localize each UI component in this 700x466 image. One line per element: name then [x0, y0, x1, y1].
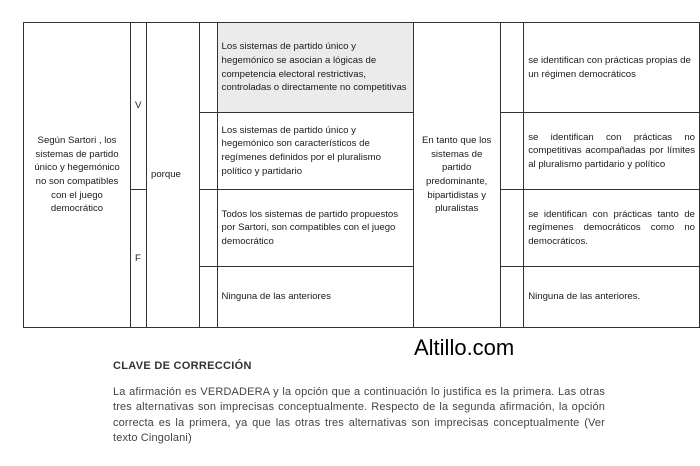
option-2-2 [524, 113, 700, 190]
option-text: Todos los sistemas de partido propuestos por Sartori, son compatibles con el juego democrático [221, 208, 399, 247]
answer-box [500, 190, 524, 267]
answer-box [500, 23, 524, 113]
option-1-2 [217, 113, 413, 190]
option-text: Ninguna de las anteriores. [528, 291, 641, 303]
connector-en-tanto: En tanto que los sistemas de partido predominante, bipartidistas y pluralistas [422, 135, 492, 215]
answer-box [199, 190, 217, 267]
option-text: Los sistemas de partido único y hegemónico se asocian a lógicas de competencia electoral restrictivas, controladas o directamente no competitivas [221, 41, 407, 94]
watermark-altillo: Altillo.com [414, 335, 515, 360]
option-text: se identifican con prácticas no competitivas acompañadas por límites al pluralismo partidario y político [528, 131, 695, 170]
true-label: V [135, 100, 142, 112]
option-2-4 [524, 267, 700, 328]
answer-box [199, 113, 217, 190]
false-label-cell [131, 190, 147, 328]
answer-box [199, 23, 217, 113]
statement-cell [24, 23, 131, 328]
answer-box [500, 267, 524, 328]
option-2-3 [524, 190, 700, 267]
option-text: Los sistemas de partido único y hegemónico son característicos de regímenes definidos por el pluralismo político y partidario [221, 124, 381, 177]
option-text: se identifican con prácticas propias de un régimen democráticos [528, 54, 691, 80]
answer-box [500, 113, 524, 190]
connector-cell-2 [413, 23, 500, 328]
option-text: se identifican con prácticas tanto de regímenes democráticos como no democráticos. [528, 208, 695, 247]
option-1-3 [217, 190, 413, 267]
option-1-1 [217, 23, 413, 113]
exam-question-table [23, 22, 700, 328]
connector-cell-1 [147, 23, 200, 328]
option-1-4 [217, 267, 413, 328]
false-label: F [135, 252, 141, 264]
clave-body: La afirmación es VERDADERA y la opción que a continuación lo justifica es la primera. Las otras tres alternativas son imprecisas conceptualmente. Respecto de la segunda afirmación, la opción correcta es la primera, ya que las otras tres alternativas son imprecisas conceptualmente (Ver texto Cingolani) [113, 386, 605, 445]
statement-text: Según Sartori , los sistemas de partido único y hegemónico no son compatibles con el juego democrático [34, 135, 120, 215]
option-text: Ninguna de las anteriores [221, 291, 331, 303]
clave-title: CLAVE DE CORRECCIÓN [113, 360, 252, 372]
option-2-1 [524, 23, 700, 113]
answer-box [199, 267, 217, 328]
true-label-cell [131, 23, 147, 190]
connector-porque: porque [151, 169, 181, 181]
